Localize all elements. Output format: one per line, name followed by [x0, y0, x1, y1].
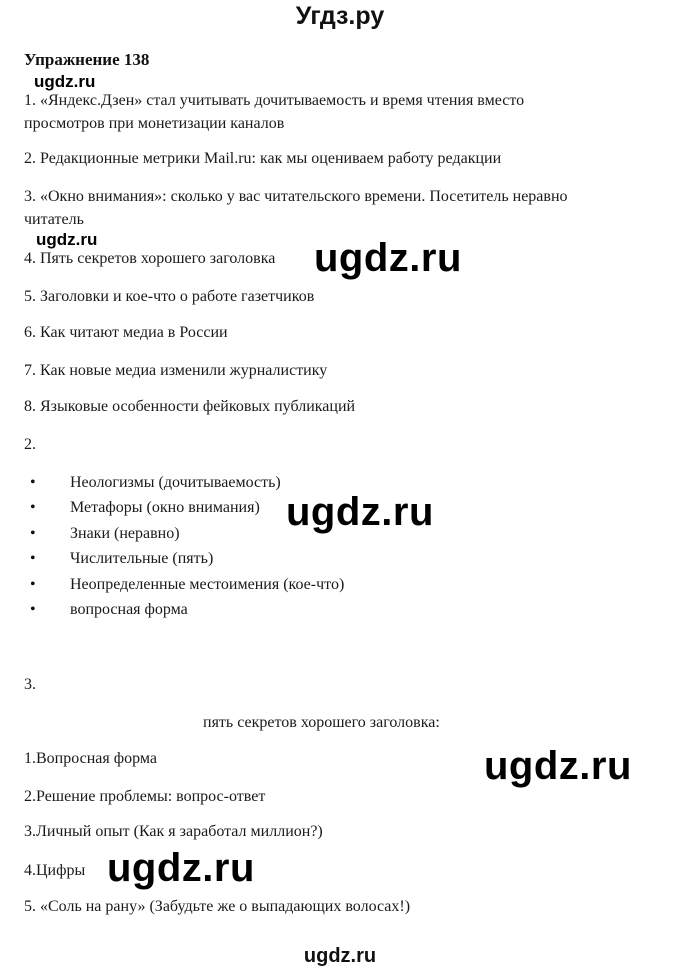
part3-item-4: 4.Цифры: [24, 862, 86, 879]
part3-number: 3.: [24, 676, 36, 693]
part2-number: 2.: [24, 436, 36, 453]
part1-item-5: 5. Заголовки и кое-что о работе газетчиков: [24, 288, 315, 305]
watermark-large: ugdz.ru: [484, 744, 632, 788]
part3-item-5: 5. «Соль на рану» (Забудьте же о выпадающих волосах!): [24, 898, 411, 915]
watermark-small: ugdz.ru: [34, 72, 96, 91]
part2-item-4: Числительные (пять): [70, 550, 214, 567]
part3-item-1: 1.Вопросная форма: [24, 750, 157, 767]
watermark-small: ugdz.ru: [36, 230, 98, 249]
bullet-icon: •: [30, 525, 36, 542]
bullet-icon: •: [30, 499, 36, 516]
part1-item-1-line1: 1. «Яндекс.Дзен» стал учитывать дочитываемость и время чтения вместо: [24, 92, 525, 109]
footer-watermark: ugdz.ru: [303, 945, 377, 967]
exercise-heading: Упражнение 138: [24, 50, 150, 69]
watermark-large: ugdz.ru: [286, 490, 434, 534]
bullet-icon: •: [30, 550, 36, 567]
part2-item-5: Неопределенные местоимения (кое-что): [70, 576, 345, 593]
part1-item-4: 4. Пять секретов хорошего заголовка: [24, 250, 276, 267]
part1-item-8: 8. Языковые особенности фейковых публикаций: [24, 398, 356, 415]
part3-subtitle: пять секретов хорошего заголовка:: [203, 714, 440, 731]
part1-item-2: 2. Редакционные метрики Mail.ru: как мы оцениваем работу редакции: [24, 150, 502, 167]
part2-item-6: вопросная форма: [70, 601, 188, 618]
part1-item-7: 7. Как новые медиа изменили журналистику: [24, 362, 328, 379]
part3-item-3: 3.Личный опыт (Как я заработал миллион?): [24, 823, 323, 840]
part1-item-6: 6. Как читают медиа в России: [24, 324, 228, 341]
part1-item-3-line2: читатель: [24, 211, 84, 228]
site-title: Угдз.ру: [295, 2, 385, 30]
part1-item-1-line2: просмотров при монетизации каналов: [24, 115, 285, 132]
bullet-icon: •: [30, 601, 36, 618]
part2-item-2: Метафоры (окно внимания): [70, 499, 260, 516]
part2-item-3: Знаки (неравно): [70, 525, 180, 542]
bullet-icon: •: [30, 474, 36, 491]
watermark-large: ugdz.ru: [314, 236, 462, 280]
part1-item-3-line1: 3. «Окно внимания»: сколько у вас читательского времени. Посетитель неравно: [24, 188, 568, 205]
part3-item-2: 2.Решение проблемы: вопрос-ответ: [24, 788, 266, 805]
part2-item-1: Неологизмы (дочитываемость): [70, 474, 281, 491]
watermark-large: ugdz.ru: [107, 846, 255, 890]
bullet-icon: •: [30, 576, 36, 593]
